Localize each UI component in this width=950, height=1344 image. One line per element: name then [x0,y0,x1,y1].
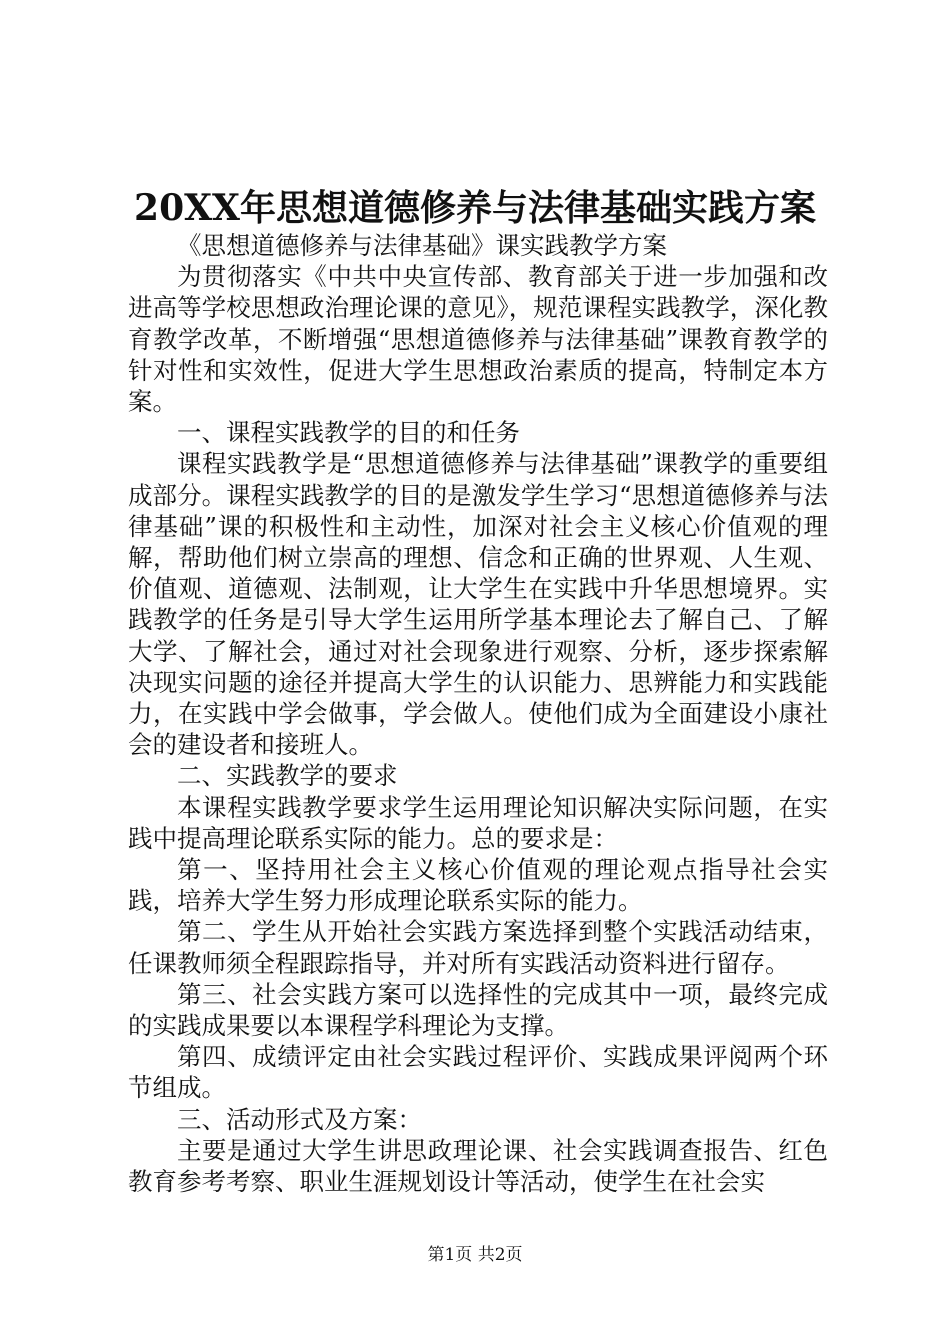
paragraph-intro: 为贯彻落实《中共中央宣传部、教育部关于进一步加强和改进高等学校思想政治理论课的意见》，规范课程实践教学，深化教育教学改革，不断增强“思想道德修养与法律基础”课教育教学的针对性和实效性，促进大学生思想政治素质的提高，特制定本方案。 [128,262,828,417]
paragraph-requirements: 本课程实践教学要求学生运用理论知识解决实际问题，在实践中提高理论联系实际的能力。总的要求是： [128,792,828,853]
section-heading-3: 三、活动形式及方案： [177,1104,422,1134]
requirement-item-1: 第一、坚持用社会主义核心价值观的理论观点指导社会实践，培养大学生努力形成理论联系实际的能力。 [128,855,828,916]
paragraph-plan-heading: 《思想道德修养与法律基础》课实践教学方案 [177,231,667,260]
requirement-item-2: 第二、学生从开始社会实践方案选择到整个实践活动结束，任课教师须全程跟踪指导，并对所有实践活动资料进行留存。 [128,917,828,978]
document-body [128,230,828,1197]
paragraph-activities: 主要是通过大学生讲思政理论课、社会实践调查报告、红色教育参考考察、职业生涯规划设计等活动，使学生在社会实 [128,1135,828,1197]
requirement-item-3: 第三、社会实践方案可以选择性的完成其中一项，最终完成的实践成果要以本课程学科理论为支撑。 [128,979,828,1041]
section-heading-2: 二、实践教学的要求 [177,761,398,791]
page-footer: 第1页 共2页 [427,1245,523,1265]
section-heading-1: 一、课程实践教学的目的和任务 [177,418,520,448]
paragraph-purpose: 课程实践教学是“思想道德修养与法律基础”课教学的重要组成部分。课程实践教学的目的是激发学生学习“思想道德修养与法律基础”课的积极性和主动性，加深对社会主义核心价值观的理解，帮助他们树立崇高的理想、信念和正确的世界观、人生观、价值观、道德观、法制观，让大学生在实践中升华思想境界。实践教学的任务是引导大学生运用所学基本理论去了解自己、了解大学、了解社会，通过对社会现象进行观察、分析，逐步探索解决现实问题的途径并提高大学生的认识能力、思辨能力和实践能力，在实践中学会做事，学会做人。使他们成为全面建设小康社会的建设者和接班人。 [128,449,828,760]
requirement-item-4: 第四、成绩评定由社会实践过程评价、实践成果评阅两个环节组成。 [128,1042,828,1103]
document-title: 20XX年思想道德修养与法律基础实践方案 [134,187,816,229]
